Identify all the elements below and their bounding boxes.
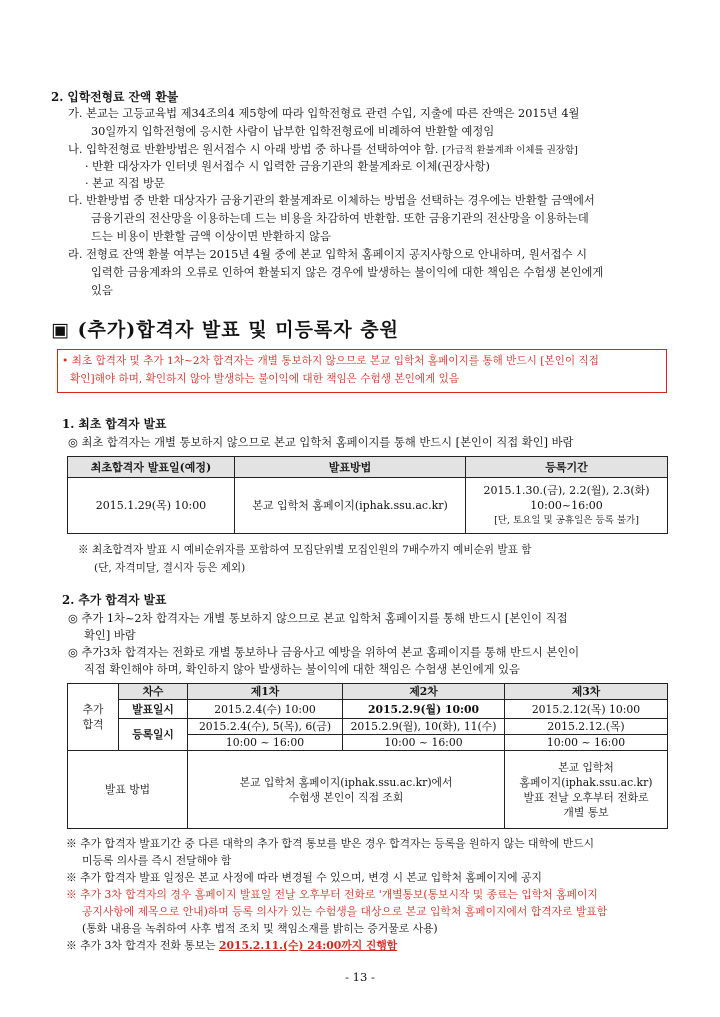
refund-ga-line1: 가. 본교는 고등교육법 제34조의4 제5항에 따라 입학전형료 관련 수입, 지출에 따른 잔액은 2015년 4월 bbox=[68, 107, 580, 120]
extra-method-round12 bbox=[188, 751, 505, 829]
refund-na-small: [가급적 환불계좌 이체를 권장함] bbox=[442, 145, 578, 156]
extra-register-round1-time: 10:00 ~ 16:00 bbox=[188, 735, 343, 751]
extra-note1-line1: ※ 추가 합격자 발표기간 중 다른 대학의 추가 합격 통보를 받은 경우 합격자는 등록을 원하지 않는 대학에 반드시 bbox=[66, 837, 595, 850]
first-register-note: [단, 토요일 및 공휴일은 등록 불가] bbox=[494, 515, 639, 526]
first-desc: ◎ 최초 합격자는 개별 통보하지 않으므로 본교 입학처 홈페이지를 통해 반드시 [본인이 직접 확인] 바람 bbox=[68, 436, 574, 449]
extra-method-round3 bbox=[505, 751, 668, 829]
extra-method-label: 발표 방법 bbox=[68, 751, 188, 829]
notice-line1: • 최초 합격자 및 추가 1차~2차 합격자는 개별 통보하지 않으므로 본교 입학처 홈페이지를 통해 반드시 [본인이 직접 bbox=[62, 355, 599, 367]
first-register-dates: 2015.1.30.(금), 2.2(월), 2.3(화) bbox=[483, 484, 650, 497]
extra-method-round3-line3: 발표 전날 오후부터 전화로 bbox=[523, 790, 649, 804]
extra-method-round3-line1: 본교 입학처 bbox=[558, 760, 614, 774]
extra-th-round: 차수 bbox=[119, 684, 188, 700]
extra-register-round1-dates: 2015.2.4(수), 5(목), 6(금) bbox=[188, 719, 343, 735]
extra-note2: ※ 추가 합격자 발표 일정은 본교 사정에 따라 변경될 수 있으며, 변경 시 본교 입학처 홈페이지에 공지 bbox=[66, 871, 542, 884]
refund-heading: 2. 입학전형료 잔액 환불 bbox=[51, 90, 179, 104]
first-table bbox=[67, 456, 668, 534]
first-date: 2015.1.29(목) 10:00 bbox=[68, 478, 235, 534]
section-title: ▣ (추가)합격자 발표 및 미등록자 충원 bbox=[51, 319, 399, 341]
first-th-date: 최초합격자 발표일(예정) bbox=[68, 457, 235, 478]
extra-announce-round2: 2015.2.9(월) 10:00 bbox=[343, 700, 505, 719]
first-method: 본교 입학처 홈페이지(iphak.ssu.ac.kr) bbox=[235, 478, 466, 534]
refund-na-text: 나. 입학전형료 반환방법은 원서접수 시 아래 방법 중 하나를 선택하여야 함. bbox=[68, 143, 439, 156]
refund-da-line1: 다. 반환방법 중 반환 대상자가 금융기관의 환불계좌로 이체하는 방법을 선택하는 경우에는 반환할 금액에서 bbox=[68, 194, 595, 207]
extra-note3-line3: (통화 내용을 녹취하여 사후 법적 조치 및 책임소재를 밝히는 증거물로 사용) bbox=[82, 922, 438, 935]
extra-note4-deadline: 2015.2.11.(수) 24:00까지 진행함 bbox=[219, 939, 398, 952]
extra-desc2-line1: ◎ 추가3차 합격자는 전화로 개별 통보하나 금융사고 예방을 위하여 본교 홈페이지를 통해 반드시 본인이 bbox=[68, 646, 580, 659]
extra-register-round3-dates: 2015.2.12.(목) bbox=[505, 719, 668, 735]
first-note1: ※ 최초합격자 발표 시 예비순위자를 포함하여 모집단위별 모집인원의 7배수까지 예비순위 발표 함 bbox=[78, 544, 532, 556]
extra-desc2-line2: 직접 확인해야 하며, 확인하지 않아 발생하는 불이익에 대한 책임은 수험생 본인에게 있음 bbox=[84, 663, 520, 676]
extra-note4-text: ※ 추가 3차 합격자 전화 통보는 bbox=[66, 939, 219, 952]
refund-na-line1 bbox=[68, 142, 578, 158]
extra-announce-round3: 2015.2.12(목) 10:00 bbox=[505, 700, 668, 719]
extra-note3-line1: ※ 추가 3차 합격자의 경우 홈페이지 발표일 전날 오후부터 전화로 '개별통보(통보시작 및 종료는 입학처 홈페이지 bbox=[66, 888, 598, 901]
extra-th-round2: 제2차 bbox=[343, 684, 505, 700]
first-heading: 1. 최초 합격자 발표 bbox=[62, 417, 167, 431]
extra-method-round3-line2: 홈페이지(iphak.ssu.ac.kr) bbox=[519, 775, 653, 789]
extra-register-round3-time: 10:00 ~ 16:00 bbox=[505, 735, 668, 751]
refund-ga-line2: 30일까지 입학전형에 응시한 사람이 납부한 입학전형료에 비례하여 반환할 예정임 bbox=[91, 125, 495, 138]
extra-announce-label: 발표일시 bbox=[119, 700, 188, 719]
extra-method-round3-line4: 개별 통보 bbox=[563, 805, 609, 819]
extra-th-round1: 제1차 bbox=[188, 684, 343, 700]
extra-rowhead-bottom: 합격 bbox=[82, 718, 104, 731]
extra-rowhead bbox=[68, 684, 119, 751]
first-register-cell bbox=[466, 478, 668, 534]
refund-ra-line2: 입력한 금융계좌의 오류로 인하여 환불되지 않은 경우에 발생하는 불이익에 대한 책임은 수험생 본인에게 bbox=[91, 266, 604, 279]
refund-option-visit: · 본교 직접 방문 bbox=[85, 177, 165, 190]
notice-line2: 확인]해야 하며, 확인하지 않아 발생하는 불이익에 대한 책임은 수험생 본인에게 있음 bbox=[70, 373, 460, 385]
extra-heading: 2. 추가 합격자 발표 bbox=[62, 593, 167, 607]
extra-announce-round1: 2015.2.4(수) 10:00 bbox=[188, 700, 343, 719]
extra-method-round12-line2: 수험생 본인이 직접 조회 bbox=[288, 790, 404, 804]
extra-note1-line2: 미등록 의사를 즉시 전달해야 함 bbox=[82, 854, 232, 867]
first-note2: (단, 자격미달, 결시자 등은 제외) bbox=[94, 562, 246, 574]
refund-ra-line1: 라. 전형료 잔액 환불 여부는 2015년 4월 중에 본교 입학처 홈페이지 공지사항으로 안내하며, 원서접수 시 bbox=[68, 248, 587, 261]
extra-table bbox=[67, 683, 668, 829]
refund-ra-line3: 있음 bbox=[91, 284, 113, 297]
extra-rowhead-top: 추가 bbox=[82, 703, 104, 716]
extra-desc1-line1: ◎ 추가 1차~2차 합격자는 개별 통보하지 않으므로 본교 입학처 홈페이지를 통해 반드시 [본인이 직접 bbox=[68, 612, 568, 625]
extra-note4 bbox=[66, 938, 397, 953]
extra-desc1-line2: 확인] 바람 bbox=[84, 629, 136, 642]
first-th-register: 등록기간 bbox=[466, 457, 668, 478]
extra-note3-line2: 공지사항에 제목으로 안내)하며 등록 의사가 있는 수험생을 대상으로 본교 입학처 홈페이지에서 합격자로 발표함 bbox=[82, 905, 608, 918]
extra-register-round2-time: 10:00 ~ 16:00 bbox=[343, 735, 505, 751]
extra-register-label: 등록일시 bbox=[119, 719, 188, 751]
first-th-method: 발표방법 bbox=[235, 457, 466, 478]
page-number: - 13 - bbox=[345, 970, 375, 984]
extra-method-round12-line1: 본교 입학처 홈페이지(iphak.ssu.ac.kr)에서 bbox=[239, 775, 453, 789]
refund-da-line2: 금융기관의 전산망을 이용하는데 드는 비용을 차감하여 반환함. 또한 금융기관의 전산망을 이용하는데 bbox=[91, 212, 589, 225]
first-register-time: 10:00~16:00 bbox=[530, 499, 603, 512]
refund-option-transfer: · 반환 대상자가 인터넷 원서접수 시 입력한 금융기관의 환불계좌로 이체(권장사항) bbox=[85, 160, 490, 173]
extra-register-round2-dates: 2015.2.9(월), 10(화), 11(수) bbox=[343, 719, 505, 735]
refund-da-line3: 드는 비용이 반환할 금액 이상이면 반환하지 않음 bbox=[91, 230, 331, 243]
extra-th-round3: 제3차 bbox=[505, 684, 668, 700]
